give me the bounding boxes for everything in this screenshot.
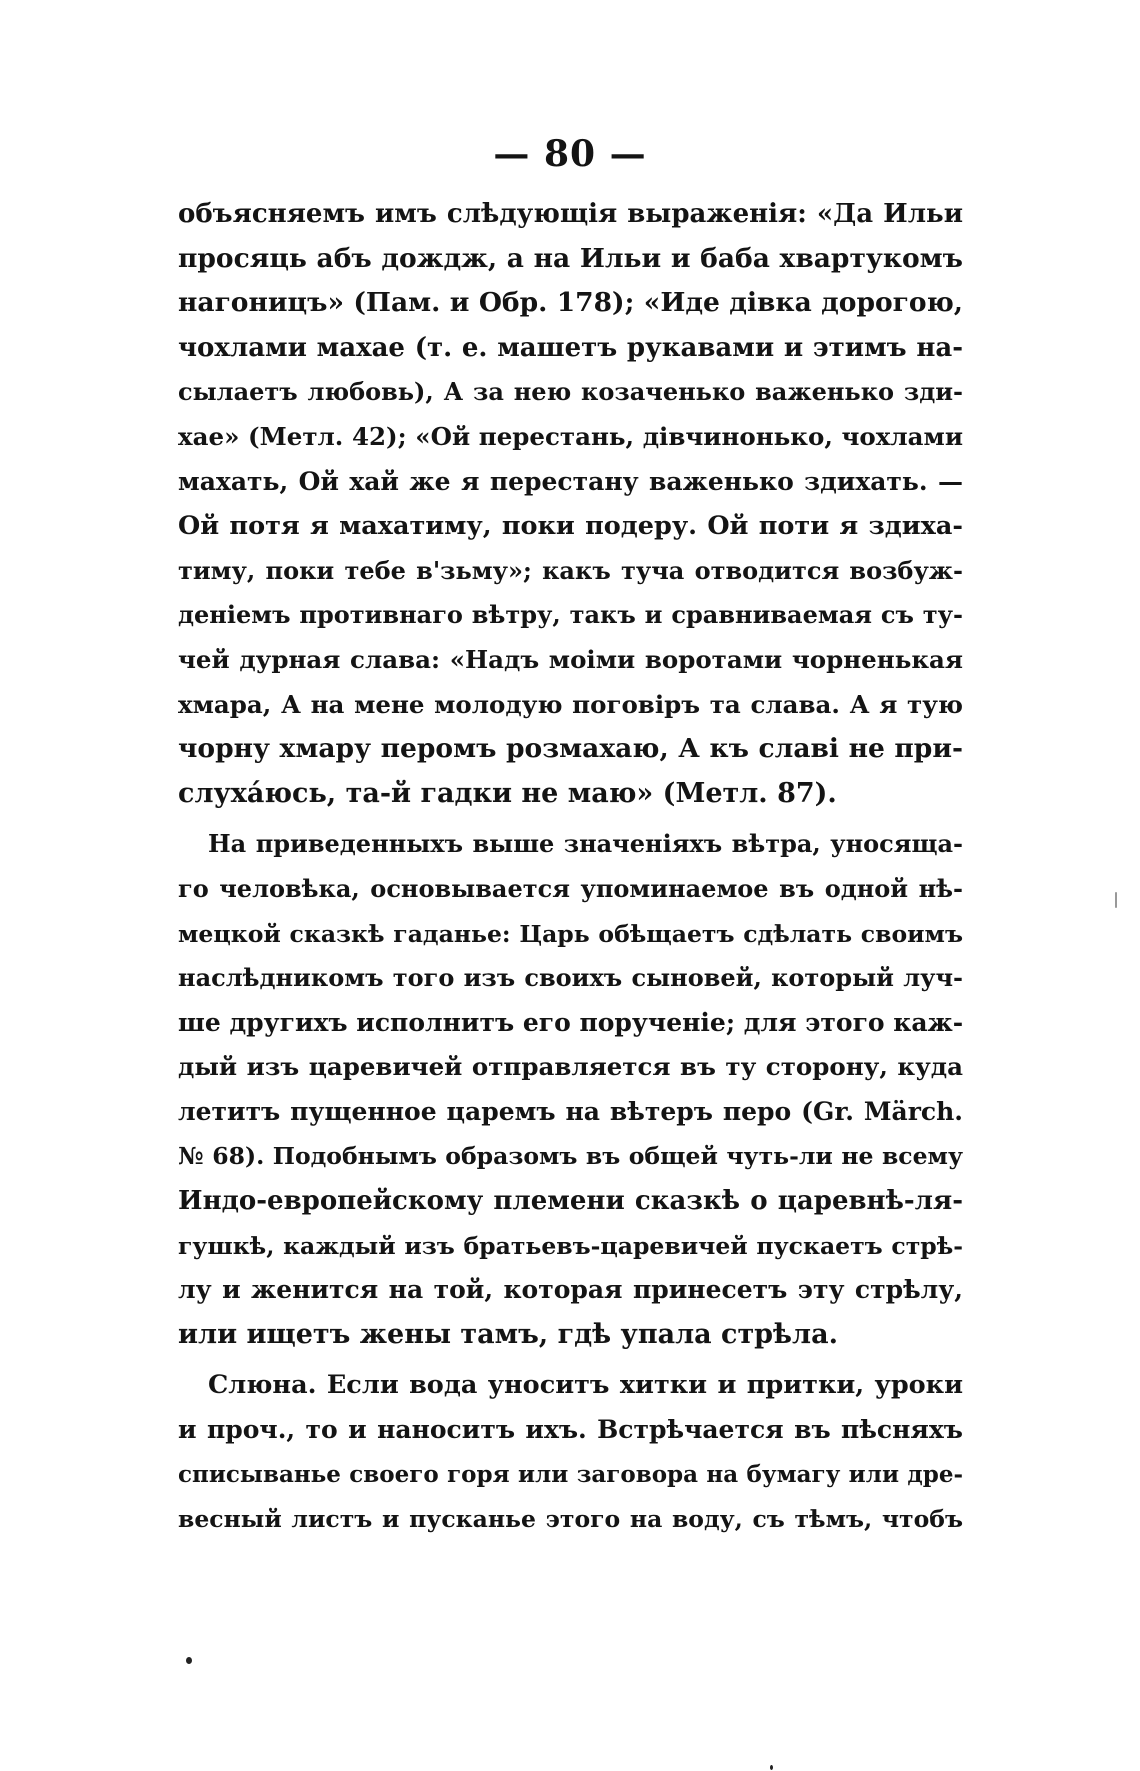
text-line: тиму, поки тебе в'зьму»; какъ туча отводится возбуж- <box>178 555 963 585</box>
text-line: просяць абъ дождж, а на Ильи и баба хвартукомъ <box>178 242 963 274</box>
text-line: ше другихъ исполнитъ его порученіе; для этого каж- <box>178 1007 964 1037</box>
text-line: весный листъ и пусканье этого на воду, съ тѣмъ, чтобъ <box>178 1505 963 1534</box>
page-number: — 80 — <box>493 133 647 175</box>
text-line: слухáюсь, та-й гадки не маю» (Метл. 87). <box>178 777 837 809</box>
text-line: чорну хмару перомъ розмахаю, А къ славі не при- <box>178 733 963 765</box>
ink-speck <box>1115 892 1117 908</box>
text-line: хмара, А на мене молодую поговіръ та слава. А я тую <box>178 689 963 719</box>
text-line: летитъ пущенное царемъ на вѣтеръ перо (Gr. Märch. <box>178 1096 963 1126</box>
text-line: махать, Ой хай же я перестану важенько здихать. — <box>178 466 963 496</box>
text-line: наслѣдникомъ того изъ своихъ сыновей, который луч- <box>178 963 963 993</box>
text-line: На приведенныхъ выше значеніяхъ вѣтра, уносяща- <box>208 829 963 859</box>
text-line: сылаетъ любовь), А за нею козаченько важенько зди- <box>178 377 963 407</box>
paragraph-2 <box>178 822 963 1357</box>
text-line: деніемъ противнаго вѣтру, такъ и сравниваемая съ ту- <box>178 600 963 630</box>
text-line: хае» (Метл. 42); «Ой перестань, дівчинонько, чохлами <box>178 421 963 451</box>
paragraph-1 <box>178 192 963 816</box>
text-line: мецкой сказкѣ гаданье: Царь обѣщаетъ сдѣлать своимъ <box>178 919 963 948</box>
text-line: лу и женится на той, которая принесетъ эту стрѣлу, <box>178 1275 963 1305</box>
entry-first-line-text: Если вода уноситъ хитки и притки, уроки <box>326 1370 963 1401</box>
text-line: объясняемъ имъ слѣдующія выраженія: «Да Ильи <box>178 199 963 229</box>
text-line: и проч., то и наноситъ ихъ. Встрѣчается въ пѣсняхъ <box>178 1415 963 1445</box>
text-line: списыванье своего горя или заговора на бумагу или дре- <box>178 1460 963 1488</box>
entry-heading: Слюна. <box>208 1370 317 1401</box>
ink-speck <box>186 1657 192 1664</box>
body-text <box>178 192 963 1542</box>
text-line <box>178 1363 963 1408</box>
text-line: дый изъ царевичей отправляется въ ту сторону, куда <box>178 1052 963 1082</box>
text-line: Индо-европейскому племени сказкѣ о царевнѣ-ля- <box>178 1186 963 1217</box>
text-line: го человѣка, основывается упоминаемое въ одной нѣ- <box>178 873 963 903</box>
text-line: чей дурная слава: «Надъ моіми воротами чорненькая <box>178 644 963 674</box>
paragraph-3 <box>178 1363 963 1541</box>
text-line: или ищетъ жены тамъ, гдѣ упала стрѣла. <box>178 1318 838 1350</box>
text-line: гушкѣ, каждый изъ братьевъ-царевичей пускаетъ стрѣ- <box>178 1231 963 1260</box>
ink-speck <box>770 1765 773 1770</box>
text-line: Ой потя я махатиму, поки подеру. Ой поти я здиха- <box>178 511 963 542</box>
text-line: чохлами махае (т. е. машетъ рукавами и этимъ на- <box>178 332 963 363</box>
text-line: № 68). Подобнымъ образомъ въ общей чуть-ли не всему <box>178 1142 963 1171</box>
text-line: нагоницъ» (Пам. и Обр. 178); «Иде дівка дорогою, <box>178 287 963 319</box>
